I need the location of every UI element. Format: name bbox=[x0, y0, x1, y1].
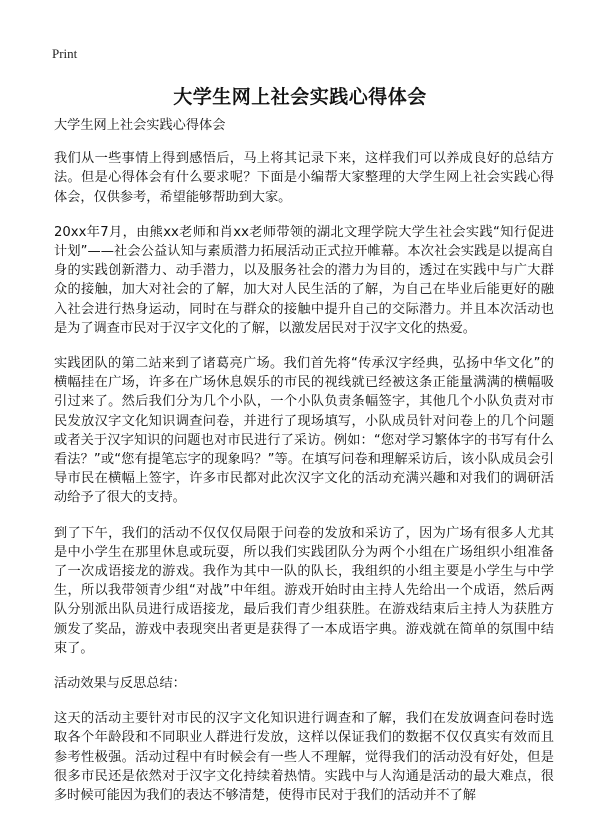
paragraph-square-activity: 实践团队的第二站来到了诸葛亮广场。我们首先将“传承汉字经典，弘扬中华文化”的横幅挂在广场，许多在广场休息娱乐的市民的视线就已经被这条正能量满满的横幅吸引过来了。然后我们分为几个小队，一个小队负责条幅签字，其他几个小队负责对市民发放汉字文化知识调查问卷，并进行了现场填写，小队成员针对问卷上的几个问题或者关于汉字知识的问题也对市民进行了采访。例如：“您对学习繁体字的书写有什么看法？”或“您有提笔忘字的现象吗？”等。在填写问卷和理解采访后，该小队成员会引导市民在横幅上签字，许多市民都对此次汉字文化的活动充满兴趣和对我们的调研活动给予了很大的支持。 bbox=[54, 356, 554, 506]
document-body bbox=[54, 116, 554, 821]
document-subtitle: 大学生网上社会实践心得体会 bbox=[54, 118, 226, 133]
print-link[interactable]: Print bbox=[52, 46, 78, 61]
paragraph-afternoon-game: 到了下午，我们的活动不仅仅仅局限于问卷的发放和采访了，因为广场有很多人尤其是中小学生在那里休息或玩耍，所以我们实践团队分为两个小组在广场组织小组准备了一次成语接龙的游戏。我作为其中一队的队长，我组织的小组主要是小学生与中学生，所以我带领青少组“对战”中年组。游戏开始时由主持人先给出一个成语，然后两队分别派出队员进行成语接龙，最后我们青少组获胜。在游戏结束后主持人为获胜方颁发了奖品，游戏中表现突出者更是获得了一本成语字典。游戏就在简单的氛围中结束了。 bbox=[54, 525, 554, 656]
section-heading-reflection: 活动效果与反思总结： bbox=[54, 676, 186, 692]
paragraph-reflection: 这天的活动主要针对市民的汉字文化知识进行调查和了解，我们在发放调查问卷时选取各个年龄段和不同职业人群进行发放，这样以保证我们的数据不仅仅真实有效而且参考性极强。活动过程中有时候会有一些人不理解，觉得我们的活动没有好处，但是很多市民还是依然对于汉字文化持续着热情。实践中与人沟通是活动的最大难点，很多时候可能因为我们的表达不够清楚，使得市民对于我们的活动并不了解 bbox=[54, 711, 554, 804]
paragraph-intro: 我们从一些事情上得到感悟后，马上将其记录下来，这样我们可以养成良好的总结方法。但是心得体会有什么要求呢？下面是小编帮大家整理的大学生网上社会实践心得体会，仅供参考，希望能够帮助到大家。 bbox=[54, 151, 554, 205]
document-title: 大学生网上社会实践心得体会 bbox=[173, 86, 427, 108]
paragraph-background: 20xx年7月，由熊xx老师和肖xx老师带领的湖北文理学院大学生社会实践“知行促进计划”——社会公益认知与素质潜力拓展活动正式拉开帷幕。本次社会实践是以提高自身的实践创新潜力、动手潜力，以及服务社会的潜力为目的，透过在实践中与广大群众的接触，加大对社会的了解，加大对人民生活的了解，为自己在毕业后能更好的融入社会进行热身运动，同时在与群众的接触中提升自己的交际潜力。并且本次活动也是为了调查市民对于汉字文化的了解，以激发居民对于汉字文化的热爱。 bbox=[54, 224, 554, 336]
